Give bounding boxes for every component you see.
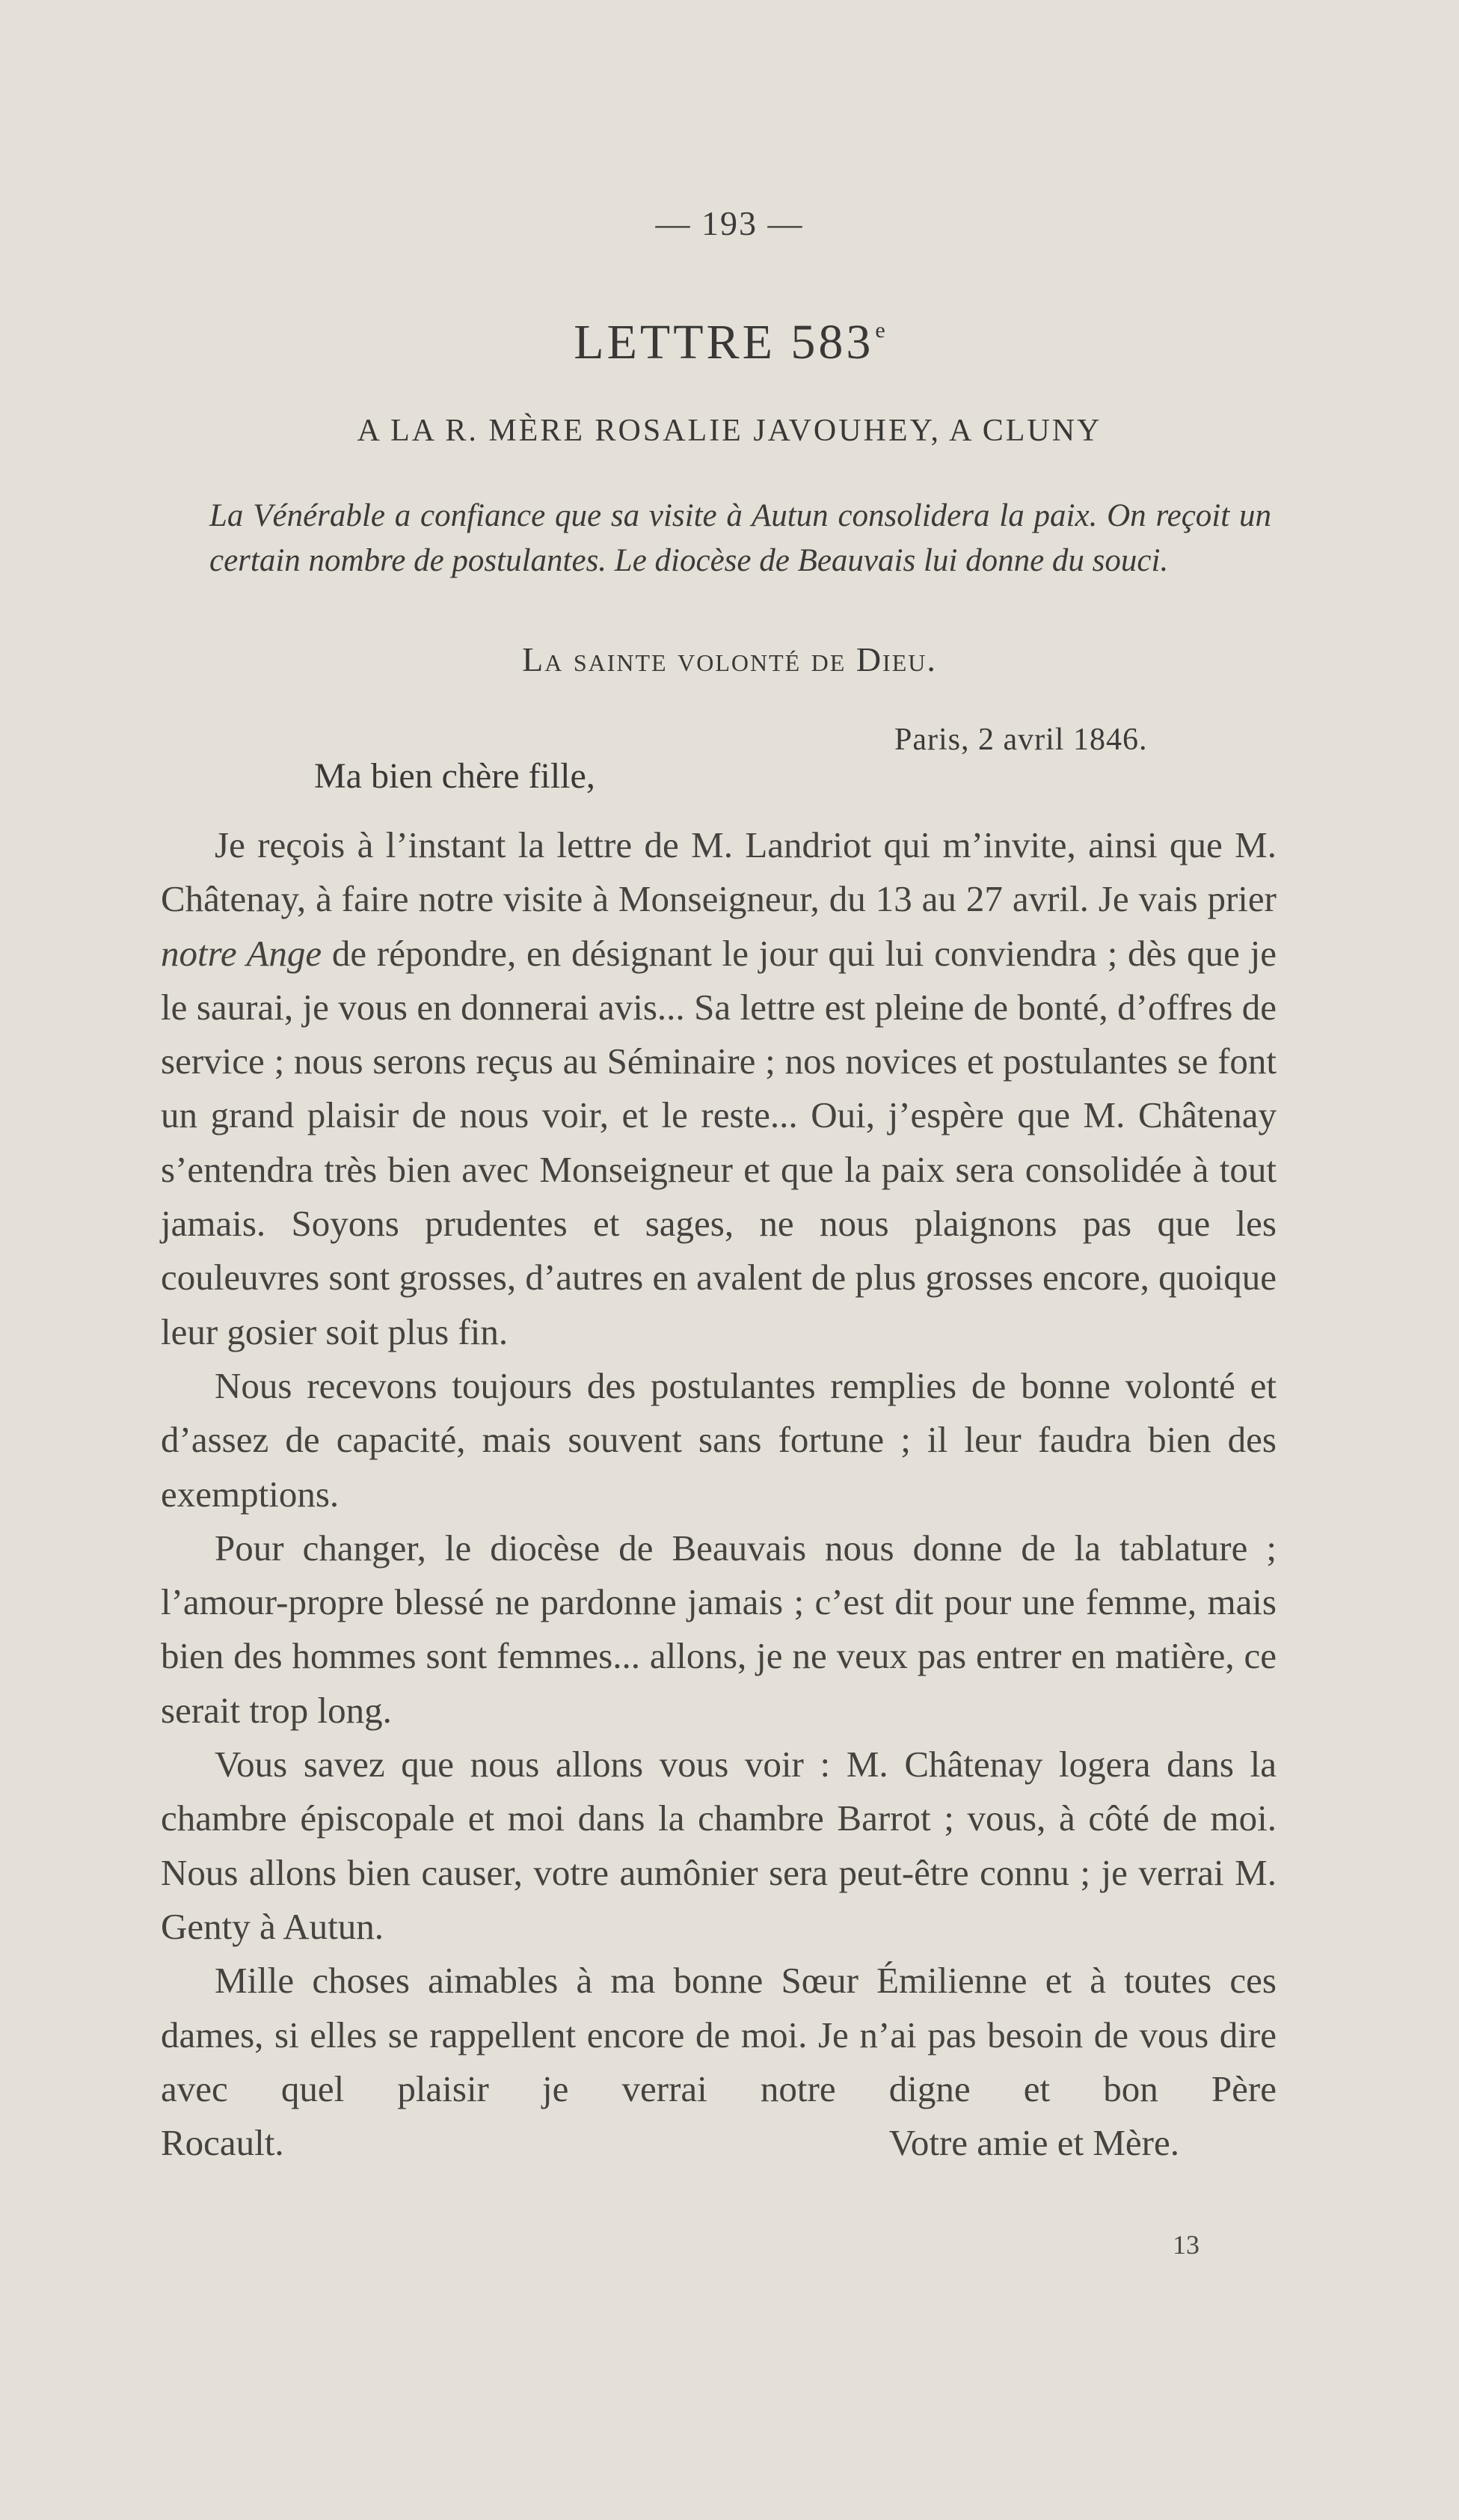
page-number: — 193 — [655, 204, 804, 242]
closing-line [161, 2116, 1277, 2170]
paragraph-1-italic: notre Ange [161, 932, 322, 974]
letter-summary: La Vénérable a confiance que sa visite à Autun consolidera la paix. On reçoit un certain nombre de postulantes. Le diocèse de Beauvais lui donne du souci. [209, 498, 1271, 578]
paragraph-5-last-word: Rocault. [161, 2122, 284, 2164]
paragraph-4: Vous savez que nous allons vous voir : M. Châtenay logera dans la chambre épiscopale et moi dans la chambre Barrot ; vous, à côté de moi. Nous allons bien causer, votre aumônier sera peut-être connu ; je verrai M. Genty à Autun. [161, 1744, 1277, 1947]
signature-number: 13 [1173, 2230, 1200, 2260]
letter-body [161, 818, 1277, 2170]
letter-title [0, 314, 1459, 371]
paragraph-1-start: Je reçois à l’instant la lettre de M. Landriot qui m’invite, ainsi que M. Châtenay, à faire notre visite à Monseigneur, du 13 au 27 avril. Je vais prier [161, 824, 1277, 920]
paragraph-1 [161, 818, 1277, 1359]
letter-salutation: Ma bien chère fille, [314, 756, 595, 796]
paragraph-3: Pour changer, le diocèse de Beauvais nous donne de la tablature ; l’amour-propre blessé ne pardonne jamais ; c’est dit pour une femme, mais bien des hommes sont femmes... allons, je ne veux pas entrer en matière, ce serait trop long. [161, 1527, 1277, 1731]
letter-title-superscript: e [875, 318, 885, 343]
paragraph-5: Mille choses aimables à ma bonne Sœur Émilienne et à toutes ces dames, si elles se rappellent encore de moi. Je n’ai pas besoin de vous dire avec quel plaisir je verrai notre digne et bon Père [161, 1960, 1277, 2109]
letter-motto: La sainte volonté de Dieu. [522, 640, 937, 678]
paragraph-1-end: de répondre, en désignant le jour qui lui conviendra ; dès que je le saurai, je vous en donnerai avis... Sa lettre est pleine de bonté, d’offres de service ; nous serons reçus au Séminaire ; nos novices et postulantes se font un grand plaisir de nous voir, et le reste... Oui, j’espère que M. Châtenay s’entendra très bien avec Monseigneur et que la paix sera consolidée à tout jamais. Soyons prudentes et sages, ne nous plaignons pas que les couleuvres sont grosses, d’autres en avalent de plus grosses encore, quoique leur gosier soit plus fin. [161, 932, 1277, 1352]
letter-addressee: A LA R. MÈRE ROSALIE JAVOUHEY, A CLUNY [357, 414, 1102, 448]
closing-signature: Votre amie et Mère. [888, 2122, 1179, 2164]
letter-title-text: LETTRE 583 [574, 315, 874, 370]
letter-date: Paris, 2 avril 1846. [894, 723, 1148, 757]
paragraph-2: Nous recevons toujours des postulantes remplies de bonne volonté et d’assez de capacité, mais souvent sans fortune ; il leur faudra bien des exemptions. [161, 1364, 1277, 1515]
